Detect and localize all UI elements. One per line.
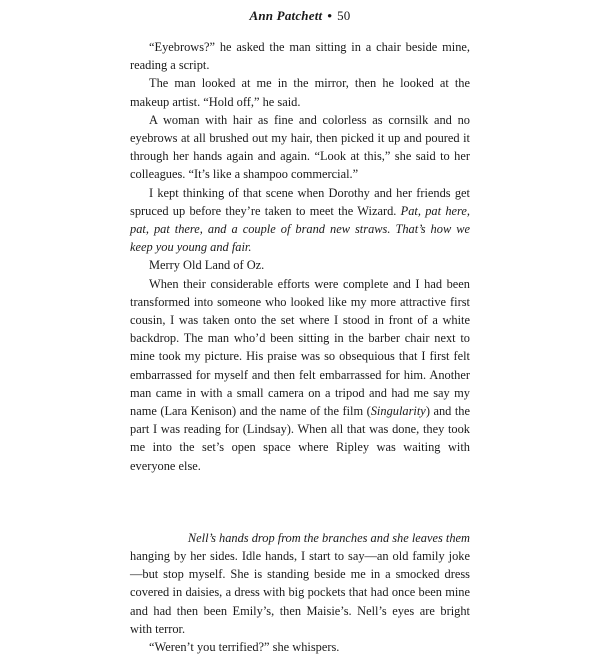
italic-opening-line: Nell’s hands drop from the branches and she leaves them [187, 530, 470, 545]
section-opening-paragraph [130, 529, 470, 638]
paragraph-text: ) and the part I was reading for (Lindsay). When all that was done, they took me into the set’s open space where Ripley was waiting with everyone else. [130, 404, 470, 473]
body-text [130, 38, 470, 656]
paragraph: “Eyebrows?” he asked the man sitting in a chair beside mine, reading a script. [130, 40, 470, 73]
paragraph: A woman with hair as fine and colorless as cornsilk and no eyebrows at all brushed out my hair, then picked it up and poured it through her hands again and again. “Look at this,” she said to her colleagues. “It’s like a shampoo commercial.” [130, 112, 470, 182]
paragraph-text: When their considerable efforts were complete and I had been transformed into someone who looked like my more attractive first cousin, I was taken onto the set where I stood in front of a white backdrop. The man who’d been sitting in the barber chair next to mine took my picture. His praise was so obsequious that I first felt embarrassed for myself and then felt embarrassed for him. Another man came in with a small camera on a tripod and had me say my name (Lara Kenison) and the name of the film ( [130, 276, 470, 419]
paragraph-text: hanging by her sides. Idle hands, I start to say—an old family joke—but stop myself. She is standing beside me in a smocked dress covered in daisies, a dress with big pockets that had once been mine and had then been Emily’s, then Maisie’s. Nell’s eyes are bright with terror. [130, 549, 470, 636]
paragraph: The man looked at me in the mirror, then he looked at the makeup artist. “Hold off,” he said. [130, 76, 470, 109]
header-separator: • [327, 8, 333, 23]
paragraph-text: I kept thinking of that scene when Dorothy and her friends get spruced up before they’re taken to meet the Wizard. [130, 185, 470, 218]
paragraph [130, 184, 470, 257]
paragraph: Merry Old Land of Oz. [149, 258, 265, 273]
page-number: 50 [337, 8, 351, 23]
film-title: Singularity [370, 404, 426, 419]
italic-song-lyric: Pat, pat here, pat, pat there, and a couple of brand new straws. That’s how we keep you young and fair. [130, 203, 470, 255]
running-header [0, 8, 600, 24]
section-break [130, 475, 470, 529]
paragraph: “Weren’t you terrified?” she whispers. [149, 640, 340, 655]
paragraph [130, 275, 470, 475]
header-author: Ann Patchett [249, 8, 323, 23]
